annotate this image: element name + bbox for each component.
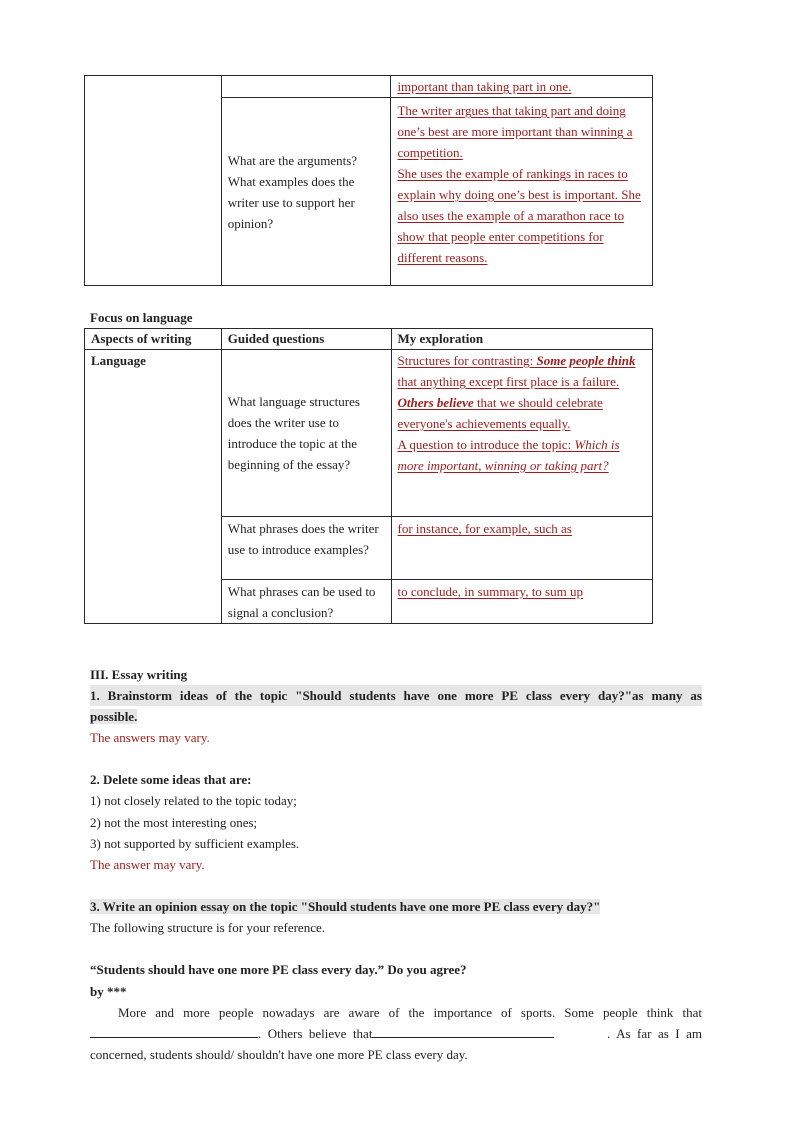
task-1-line-1: 1. Brainstorm ideas of the topic "Should students have one more PE class every day?"as many as: [90, 685, 702, 706]
question-cell: [221, 350, 391, 517]
aspect-cell: Language: [85, 350, 222, 624]
answer-emphasis: Others believe: [397, 395, 474, 410]
answer-emphasis: Which is more important, winning or taking part?: [397, 437, 620, 473]
section-heading: III. Essay writing: [90, 667, 188, 682]
answer-text: Structures for contrasting:: [397, 353, 537, 368]
question-intro-answer: [398, 434, 646, 476]
task-1: [90, 685, 702, 727]
question-cell: [221, 517, 391, 580]
answer-emphasis: Some people think: [536, 353, 636, 368]
task-2-item: 3) not supported by sufficient examples.: [90, 836, 300, 851]
column-header: My exploration: [391, 329, 652, 350]
answer-text: A question to introduce the topic:: [397, 437, 575, 452]
task-1-line-2: possible.: [90, 709, 138, 724]
task-1-answer: The answers may vary.: [90, 730, 210, 745]
answer-text: that we should celebrate everyone's achievements equally.: [397, 395, 603, 431]
answer-cell: [391, 580, 652, 624]
task-2-item: 1) not closely related to the topic today;: [90, 793, 297, 808]
essay-text: . Others believe that: [258, 1026, 373, 1041]
essay-body-line-3: concerned, students should/ shouldn't have one more PE class every day.: [90, 1047, 468, 1062]
answer-blank[interactable]: [90, 1023, 258, 1038]
focus-on-language-title: Focus on language: [90, 310, 193, 325]
answer-text: The writer argues that taking part and doing one’s best are more important than winning a competition.: [397, 103, 633, 160]
answer-text: that anything except first place is a failure.: [397, 374, 620, 389]
essay-body: [90, 1002, 702, 1065]
essay-body-line-1: More and more people nowadays are aware of the importance of sports. Some people think that: [118, 1005, 702, 1020]
arguments-table: [84, 75, 653, 286]
essay-text: . As far as I am: [607, 1026, 702, 1041]
answer-text: important than taking part in one.: [397, 79, 572, 94]
aspect-cell-empty: [85, 76, 222, 286]
column-header: Guided questions: [221, 329, 391, 350]
answer-text: to conclude, in summary, to sum up: [397, 584, 583, 599]
focus-on-language-table: [84, 328, 653, 624]
essay-byline: by ***: [90, 984, 127, 999]
answer-blank[interactable]: [372, 1023, 554, 1038]
answer-cell: [391, 517, 652, 580]
contrast-structures-answer: [398, 350, 646, 434]
essay-title: “Students should have one more PE class every day.” Do you agree?: [90, 962, 467, 977]
question-text: What are the arguments? What examples does the writer use to support her opinion?: [227, 152, 358, 231]
question-text: What language structures does the writer use to introduce the topic at the beginning of the essay?: [227, 394, 360, 472]
question-cell-empty: [221, 76, 391, 98]
column-header: Aspects of writing: [85, 329, 222, 350]
answer-cell: [391, 76, 653, 98]
task-3: [90, 896, 600, 917]
question-text: What phrases can be used to signal a conclusion?: [227, 584, 376, 620]
task-3-text: 3. Write an opinion essay on the topic "Should students have one more PE class every day?": [90, 899, 601, 914]
question-cell: [221, 98, 391, 286]
question-cell: [221, 580, 391, 624]
task-3-reference: The following structure is for your reference.: [90, 920, 325, 935]
answer-text: for instance, for example, such as: [397, 521, 572, 536]
answer-cell: [391, 98, 653, 286]
essay-body-line-2: [90, 1023, 702, 1044]
answer-cell: [391, 350, 652, 517]
answer-text: She uses the example of rankings in races to explain why doing one’s best is important. She also uses the example of a marathon race to show that people enter competitions for different reasons.: [397, 166, 641, 265]
task-2-item: 2) not the most interesting ones;: [90, 815, 258, 830]
task-2: 2. Delete some ideas that are:: [90, 772, 252, 787]
task-2-answer: The answer may vary.: [90, 857, 205, 872]
question-text: What phrases does the writer use to introduce examples?: [227, 521, 379, 557]
